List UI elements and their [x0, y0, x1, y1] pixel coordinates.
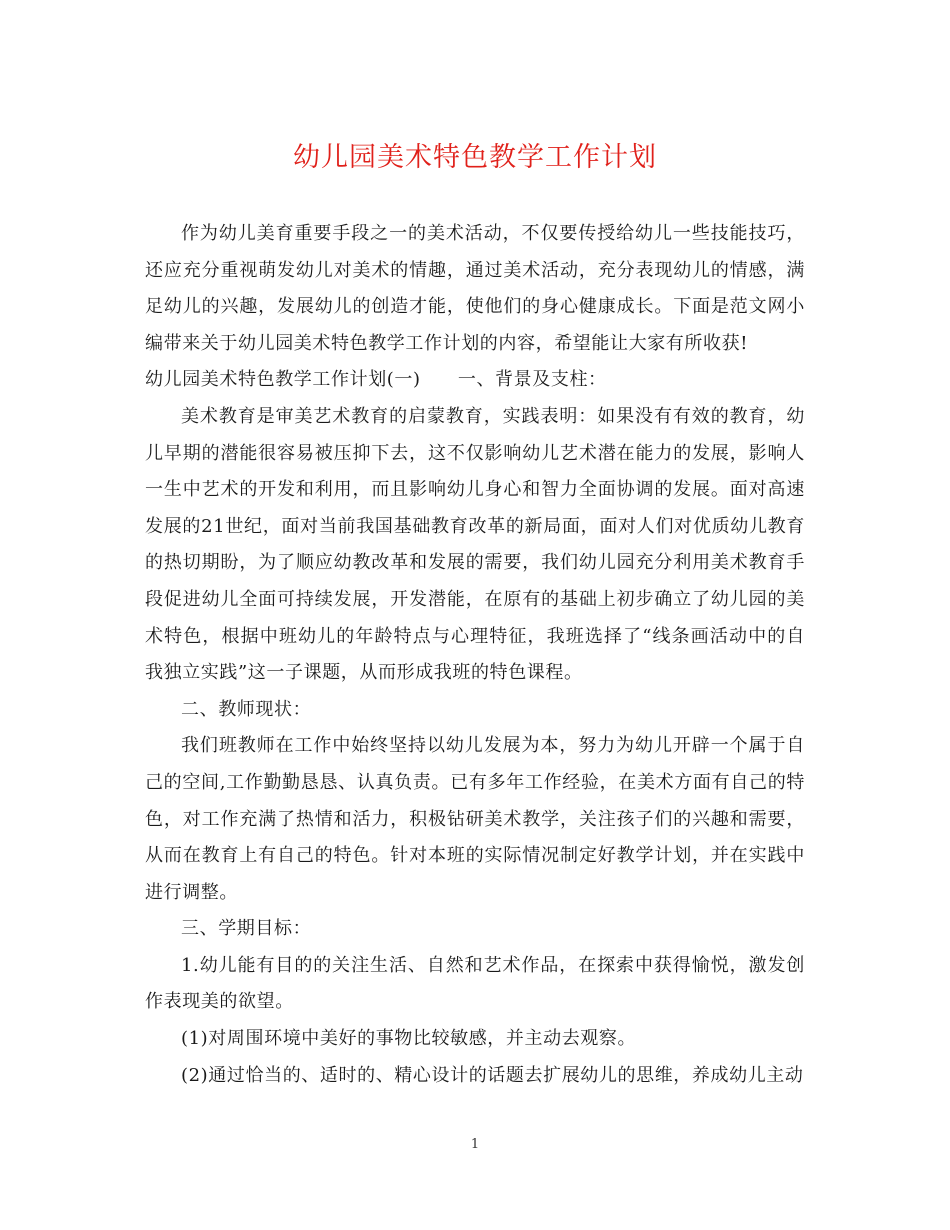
paragraph-background: 美术教育是审美艺术教育的启蒙教育，实践表明：如果没有有效的教育，幼儿早期的潜能很容易被压抑下去，这不仅影响幼儿艺术潜在能力的发展，影响人一生中艺术的开发和利用，而且影响幼儿身心和智力全面协调的发展。面对高速发展的21世纪，面对当前我国基础教育改革的新局面，面对人们对优质幼儿教育的热切期盼，为了顺应幼教改革和发展的需要，我们幼儿园充分利用美术教育手段促进幼儿全面可持续发展，开发潜能，在原有的基础上初步确立了幼儿园的美术特色，根据中班幼儿的年龄特点与心理特征，我班选择了“线条画活动中的自我独立实践”这一子课题，从而形成我班的特色课程。 — [145, 405, 805, 684]
page-number: 1 — [470, 1137, 480, 1152]
paragraph-plan-heading: 幼儿园美术特色教学工作计划(一) 一、背景及支柱： — [145, 369, 607, 391]
paragraph-goal-1: 1.幼儿能有目的的关注生活、自然和艺术作品，在探索中获得愉悦，激发创作表现美的欲望。 — [145, 954, 805, 1013]
paragraph-goal-1-sub-1: (1)对周围环境中美好的事物比较敏感，并主动去观察。 — [181, 1028, 637, 1050]
document-body — [145, 216, 805, 1094]
paragraph-intro: 作为幼儿美育重要手段之一的美术活动，不仅要传授给幼儿一些技能技巧，还应充分重视萌发幼儿对美术的情趣，通过美术活动，充分表现幼儿的情感，满足幼儿的兴趣，发展幼儿的创造才能，使他们的身心健康成长。下面是范文网小编带来关于幼儿园美术特色教学工作计划的内容，希望能让大家有所收获! — [145, 223, 805, 354]
heading-semester-goals: 三、学期目标： — [181, 918, 312, 940]
document-title: 幼儿园美术特色教学工作计划 — [293, 142, 657, 173]
heading-teacher-status: 二、教师现状： — [181, 698, 312, 720]
paragraph-teacher-status: 我们班教师在工作中始终坚持以幼儿发展为本，努力为幼儿开辟一个属于自己的空间,工作勤勤恳恳、认真负责。已有多年工作经验，在美术方面有自己的特色，对工作充满了热情和活力，积极钻研美术教学，关注孩子们的兴趣和需要，从而在教育上有自己的特色。针对本班的实际情况制定好教学计划，并在实践中进行调整。 — [145, 735, 805, 903]
paragraph-goal-1-sub-2: (2)通过恰当的、适时的、精心设计的话题去扩展幼儿的思维，养成幼儿主动 — [181, 1064, 804, 1086]
